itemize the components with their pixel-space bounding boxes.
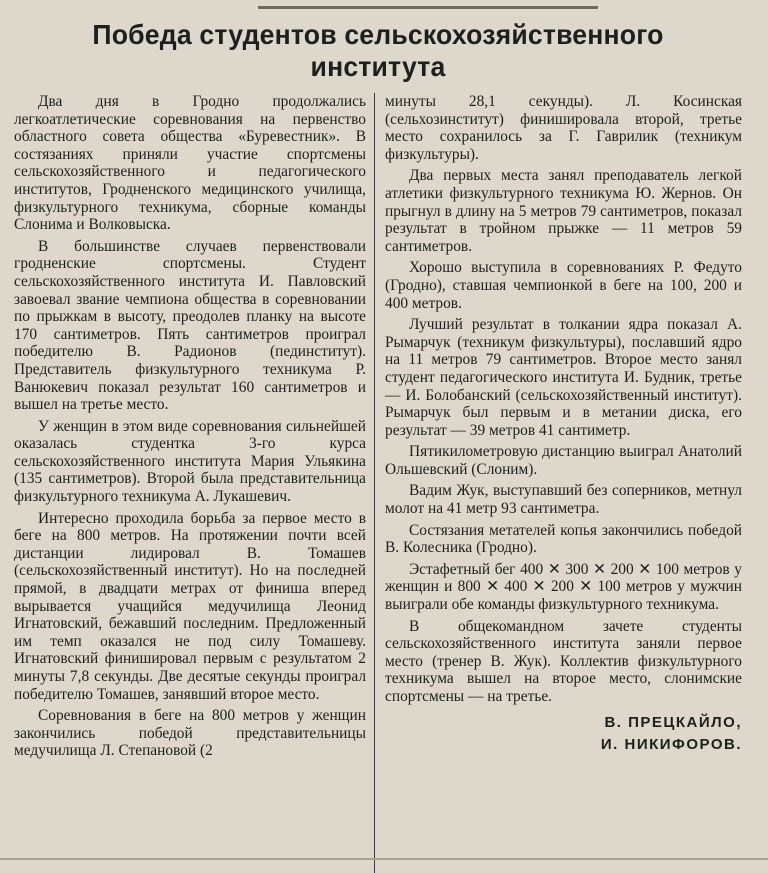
paragraph: Вадим Жук, выступавший без соперников, метнул молот на 41 метр 93 сантиметра. [385,482,742,518]
author-name: В. ПРЕЦКАЙЛО, [604,713,742,731]
paragraph: Интересно проходила борьба за первое место в беге на 800 метров. На протяжении почти всей дистанции лидировал В. Томашев (сельскохозяйственный институт). Но на последней прямой, в двадцати метрах от финиша вперед вырывается учащийся медучилища Леонид Игнатовский, бежавший последним. Предложенный им темп оказался не под силу Томашеву. Игнатовский финишировал первым с результатом 2 минуты 7,8 секунды. Две десятые секунды проиграл победителю Томашев, занявший второе место. [14,509,366,703]
author-name: И. НИКИФОРОВ. [600,735,742,753]
paragraph: Эстафетный бег 400 ✕ 300 ✕ 200 ✕ 100 метров у женщин и 800 ✕ 400 ✕ 200 ✕ 100 метров у мужчин выиграли обе команды физкультурного техникума. [385,560,742,614]
article-title: Победа студентов сельскохозяйственного института [92,19,664,82]
paragraph: Два первых места занял преподаватель легкой атлетики физкультурного техникума Ю. Жернов. Он прыгнул в длину на 5 метров 79 сантиметров, показал результат в тройном прыжке — 11 метров 59 сантиметров. [385,167,742,255]
paragraph: В общекомандном зачете студенты сельскохозяйственного института заняли первое место (тренер В. Жук). Коллектив физкультурного техникума вышел на второе место, слонимские спортсмены — на третье. [385,617,742,705]
left-column [8,93,374,873]
bottom-rule [0,858,768,860]
top-rule [258,6,598,9]
paragraph: Пятикилометровую дистанцию выиграл Анатолий Ольшевский (Слоним). [385,443,742,478]
paragraph: Два дня в Гродно продолжались легкоатлетические соревнования на первенство областного совета общества «Буревестник». В состязаниях приняли участие спортсмены сельскохозяйственного и педагогического институтов, Гродненского медицинского училища, физкультурного техникума, сборные команды Слонима и Волковыска. [14,93,366,234]
paragraph: У женщин в этом виде соревнования сильнейшей оказалась студентка 3-го курса сельскохозяйственного института Мария Ульякина (135 сантиметров). Второй была представительница физкультурного техникума А. Лукашевич. [14,417,366,506]
right-column [374,93,748,873]
paragraph: Состязания метателей копья закончились победой В. Колесника (Гродно). [385,521,742,557]
article-body [8,93,748,873]
paragraph: Соревнования в беге на 800 метров у женщин закончились победой представительницы медучилища Л. Степановой (2 [14,707,366,760]
paragraph: Хорошо выступила в соревнованиях Р. Федуто (Гродно), ставшая чемпионкой в беге на 100, 200 и 400 метров. [385,259,742,312]
paragraph: Лучший результат в толкании ядра показал А. Рымарчук (техникум физкультуры), пославший ядро на 11 метров 79 сантиметров. Второе место занял студент педагогического института И. Будник, третье — И. Болобанский (сельскохозяйственный институт). Рымарчук был первым и в метании диска, его результат — 39 метров 41 сантиметр. [385,316,742,439]
byline [385,712,742,756]
paragraph-continued: минуты 28,1 секунды). Л. Косинская (сельхозинститут) финишировала второй, третье место сохранилось за Г. Гаврилик (техникум физкультуры). [385,93,742,163]
paragraph: В большинстве случаев первенствовали гродненские спортсмены. Студент сельскохозяйственного института И. Павловский завоевал звание чемпиона общества в соревновании по прыжкам в высоту, преодолев планку на высоте 170 сантиметров. Пять сантиметров проиграл победителю В. Радионов (пединститут). Представитель физкультурного техникума Р. Ванюкевич показал результат 160 сантиметров и вышел на третье место. [14,237,366,414]
